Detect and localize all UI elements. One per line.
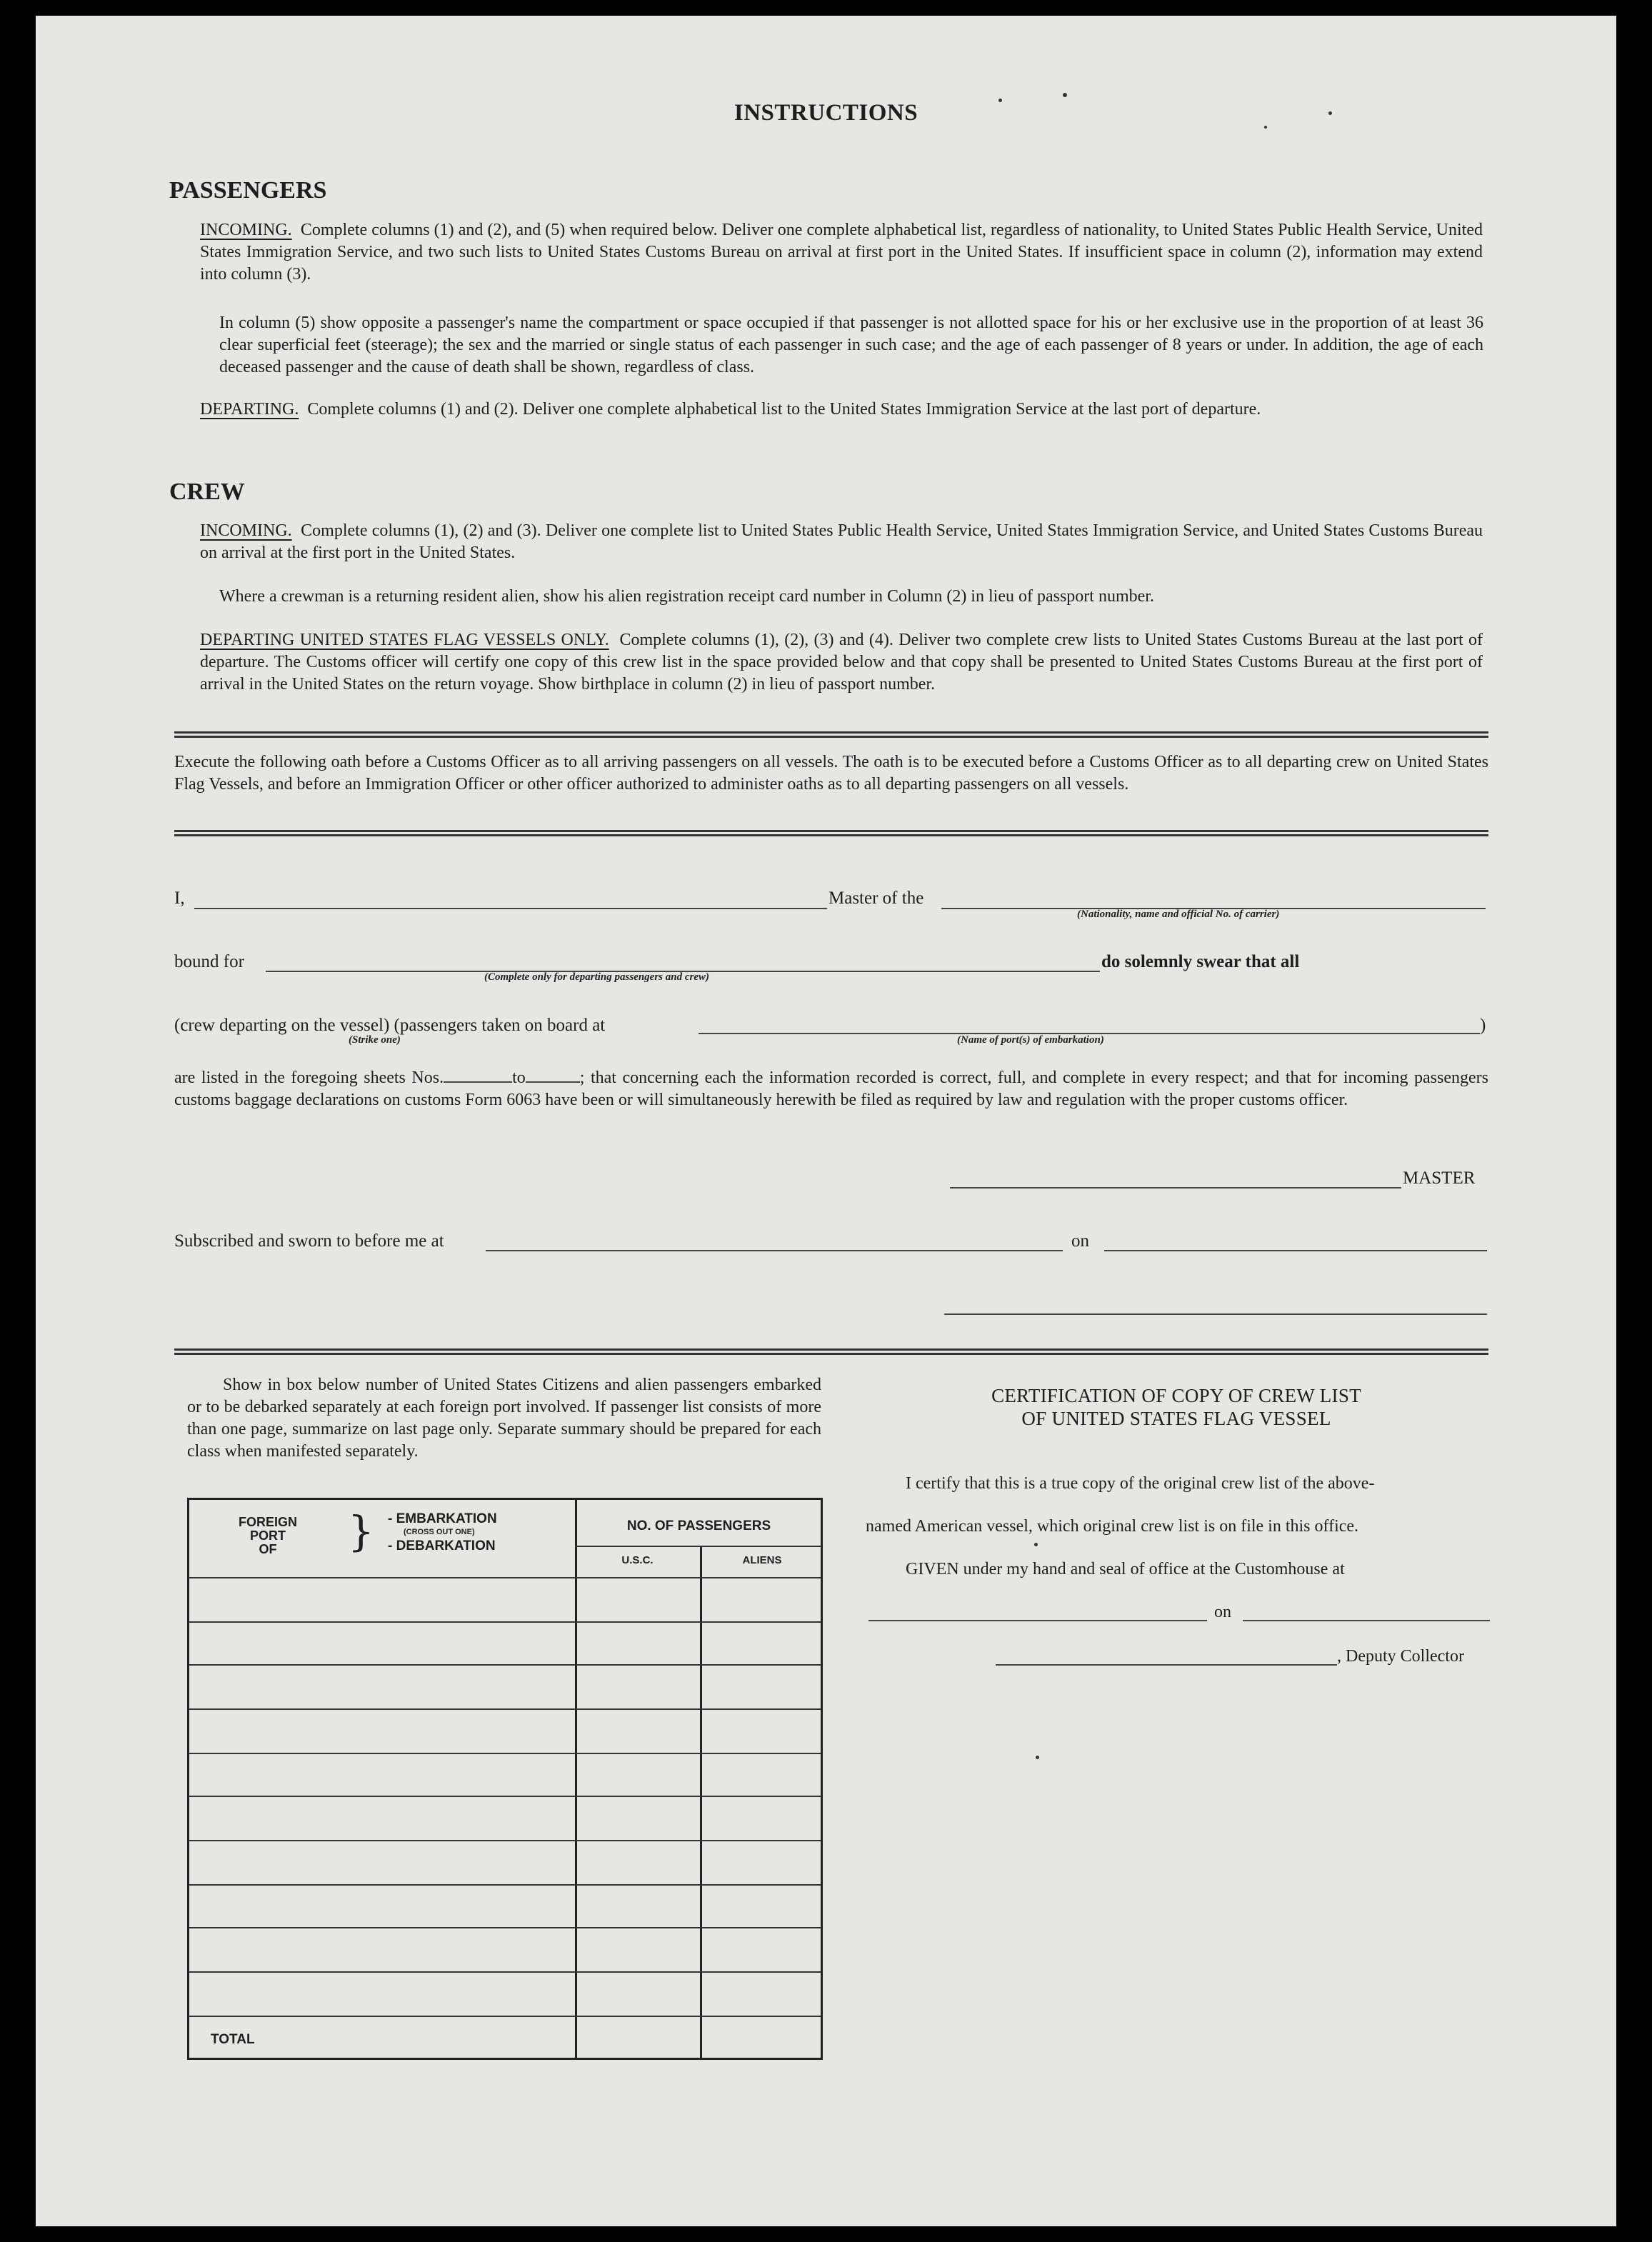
crew-departing-paragraph bbox=[200, 629, 1483, 696]
table-divider bbox=[700, 1547, 702, 2058]
table-row[interactable] bbox=[189, 1708, 821, 1710]
col-usc: U.S.C. bbox=[621, 1554, 654, 1566]
certification-date-field[interactable] bbox=[1243, 1620, 1490, 1621]
deputy-collector-label: , Deputy Collector bbox=[1337, 1647, 1464, 1666]
speck bbox=[998, 99, 1002, 102]
crew-incoming-label: INCOMING. bbox=[200, 521, 292, 540]
col-cross-out: (CROSS OUT ONE) bbox=[404, 1528, 475, 1536]
table-row[interactable] bbox=[189, 1796, 821, 1797]
passengers-incoming-label: INCOMING. bbox=[200, 221, 292, 239]
col-embarkation: - EMBARKATION bbox=[388, 1511, 497, 1526]
table-divider bbox=[575, 1500, 577, 2058]
embarkation-caption: (Name of port(s) of embarkation) bbox=[957, 1034, 1104, 1046]
bound-for-caption: (Complete only for departing passengers and crew) bbox=[484, 971, 709, 983]
oath-i-label: I, bbox=[174, 889, 185, 908]
col-aliens: ALIENS bbox=[742, 1554, 782, 1566]
deputy-signature-field[interactable] bbox=[996, 1664, 1337, 1666]
passengers-column5-paragraph: In column (5) show opposite a passenger's name the compartment or space occupied if that passenger is not allotted space for his or her exclusive use in the proportion of at least 36 clear superficial feet (steerage); the sex and the married or single status of each passenger in such case; and the age of each passenger of 8 years or under. In addition, the age of each deceased passenger and the cause of death shall be shown, regardless of class. bbox=[219, 314, 1483, 376]
crew-departing-label: DEPARTING UNITED STATES FLAG VESSELS ONLY. bbox=[200, 631, 609, 649]
sheet-from-field[interactable] bbox=[444, 1069, 512, 1083]
master-signature-field[interactable] bbox=[950, 1187, 1401, 1188]
sheet-to-field[interactable] bbox=[526, 1069, 580, 1083]
speck bbox=[1328, 111, 1332, 115]
col-foreign-port bbox=[218, 1516, 318, 1556]
listed-paragraph bbox=[174, 1067, 1488, 1111]
speck bbox=[1063, 93, 1067, 97]
passengers-incoming-text: Complete columns (1) and (2), and (5) when required below. Deliver one complete alphabetical list, regardless of nationality, to United States Public Health Service, United States Immigration Service, and two such lists to United States Customs Bureau on arrival at first port in the United States. If insufficient space in column (2), information may extend into column (3). bbox=[200, 221, 1483, 284]
speck bbox=[1034, 1543, 1038, 1546]
speck bbox=[1264, 126, 1267, 129]
col-no-of-passengers: NO. OF PASSENGERS bbox=[626, 1518, 771, 1533]
swear-label: do solemnly swear that all bbox=[1101, 952, 1300, 971]
certification-on-label: on bbox=[1214, 1603, 1231, 1621]
sworn-on-label: on bbox=[1071, 1231, 1089, 1251]
section-divider bbox=[174, 1348, 1488, 1355]
speck bbox=[1036, 1756, 1039, 1759]
table-row[interactable] bbox=[189, 1664, 821, 1666]
brace-icon: } bbox=[348, 1507, 374, 1556]
strike-caption: (Strike one) bbox=[349, 1034, 401, 1046]
passengers-incoming-paragraph bbox=[200, 219, 1483, 286]
table-row[interactable] bbox=[189, 1621, 821, 1623]
listed-text: ; that concerning each the information recorded is correct, full, and complete in every respect; and that for incoming passengers customs baggage declarations on customs Form 6063 have been or will simultaneously herewith be filed as required by law and regulation with the proper customs officer. bbox=[174, 1069, 1488, 1109]
col-foreign-line: PORT bbox=[249, 1528, 286, 1543]
page-title: INSTRUCTIONS bbox=[734, 100, 918, 126]
crew-incoming-paragraph bbox=[200, 520, 1483, 564]
col-foreign-line: OF bbox=[259, 1542, 277, 1556]
master-of-label: Master of the bbox=[828, 889, 924, 908]
section-divider bbox=[174, 731, 1488, 738]
subscribed-label: Subscribed and sworn to before me at bbox=[174, 1231, 444, 1251]
passengers-heading: PASSENGERS bbox=[169, 177, 327, 204]
col-foreign-line: FOREIGN bbox=[238, 1515, 297, 1529]
crew-heading: CREW bbox=[169, 479, 245, 505]
crew-passengers-label: (crew departing on the vessel) (passengers taken on board at bbox=[174, 1016, 606, 1035]
certification-text-3: GIVEN under my hand and seal of office at the Customhouse at bbox=[906, 1560, 1345, 1578]
crew-incoming-text: Complete columns (1), (2) and (3). Deliver one complete list to United States Public Health Service, United States Immigration Service, and United States Customs Bureau on arrival at the first port in the United States. bbox=[200, 521, 1483, 562]
passenger-summary-table bbox=[187, 1498, 823, 2060]
close-paren: ) bbox=[1480, 1016, 1486, 1035]
officer-signature-field[interactable] bbox=[944, 1313, 1487, 1315]
table-row[interactable] bbox=[189, 1971, 821, 1973]
passengers-departing-paragraph bbox=[200, 399, 1483, 421]
table-row[interactable] bbox=[189, 2016, 821, 2017]
table-row[interactable] bbox=[189, 1840, 821, 1841]
listed-label: are listed in the foregoing sheets Nos. bbox=[174, 1069, 444, 1087]
passengers-departing-text: Complete columns (1) and (2). Deliver one complete alphabetical list to the United States Immigration Service at the last port of departure. bbox=[307, 400, 1261, 419]
summary-instructions: Show in box below number of United States Citizens and alien passengers embarked or to be debarked separately at each foreign port involved. If passenger list consists of more than one page, summarize on last page only. Separate summary should be prepared for each class when manifested separately. bbox=[187, 1376, 821, 1461]
table-row bbox=[189, 1577, 821, 1578]
certification-title-line2: OF UNITED STATES FLAG VESSEL bbox=[1021, 1408, 1331, 1429]
section-divider bbox=[174, 830, 1488, 836]
col-debarkation: - DEBARKATION bbox=[388, 1538, 496, 1553]
certification-title-line1: CERTIFICATION OF COPY OF CREW LIST bbox=[991, 1385, 1361, 1406]
certification-title bbox=[866, 1384, 1487, 1430]
certification-text-1: I certify that this is a true copy of the original crew list of the above- bbox=[906, 1474, 1375, 1493]
crew-resident-paragraph: Where a crewman is a returning resident alien, show his alien registration receipt card number in Column (2) in lieu of passport number. bbox=[219, 587, 1154, 606]
total-label: TOTAL bbox=[211, 2032, 255, 2047]
master-name-field[interactable] bbox=[194, 908, 827, 909]
master-label: MASTER bbox=[1403, 1168, 1476, 1188]
sworn-location-field[interactable] bbox=[486, 1250, 1063, 1251]
to-label: to bbox=[512, 1069, 526, 1087]
crew-departing-text: Complete columns (1), (2), (3) and (4). Deliver two complete crew lists to United States Customs Bureau at the last port of departure. The Customs officer will certify one copy of this crew list in the space provided below and that copy shall be presented to United States Customs Bureau at the first port of arrival in the United States on the return voyage. Show birthplace in column (2) in lieu of passport number. bbox=[200, 631, 1483, 694]
table-row[interactable] bbox=[189, 1884, 821, 1886]
certification-text-2: named American vessel, which original crew list is on file in this office. bbox=[866, 1517, 1359, 1536]
sworn-date-field[interactable] bbox=[1104, 1250, 1487, 1251]
carrier-caption: (Nationality, name and official No. of carrier) bbox=[1077, 909, 1280, 920]
table-row[interactable] bbox=[189, 1753, 821, 1754]
passengers-departing-label: DEPARTING. bbox=[200, 400, 299, 419]
bound-for-label: bound for bbox=[174, 952, 244, 971]
oath-instructions: Execute the following oath before a Customs Officer as to all arriving passengers on all vessels. The oath is to be executed before a Customs Officer as to all departing crew on United States Flag Vessels, and before an Immigration Officer or other officer authorized to administer oaths as to all departing passengers on all vessels. bbox=[174, 753, 1488, 794]
table-divider bbox=[575, 1546, 821, 1547]
customhouse-field[interactable] bbox=[868, 1620, 1207, 1621]
table-row[interactable] bbox=[189, 1927, 821, 1928]
